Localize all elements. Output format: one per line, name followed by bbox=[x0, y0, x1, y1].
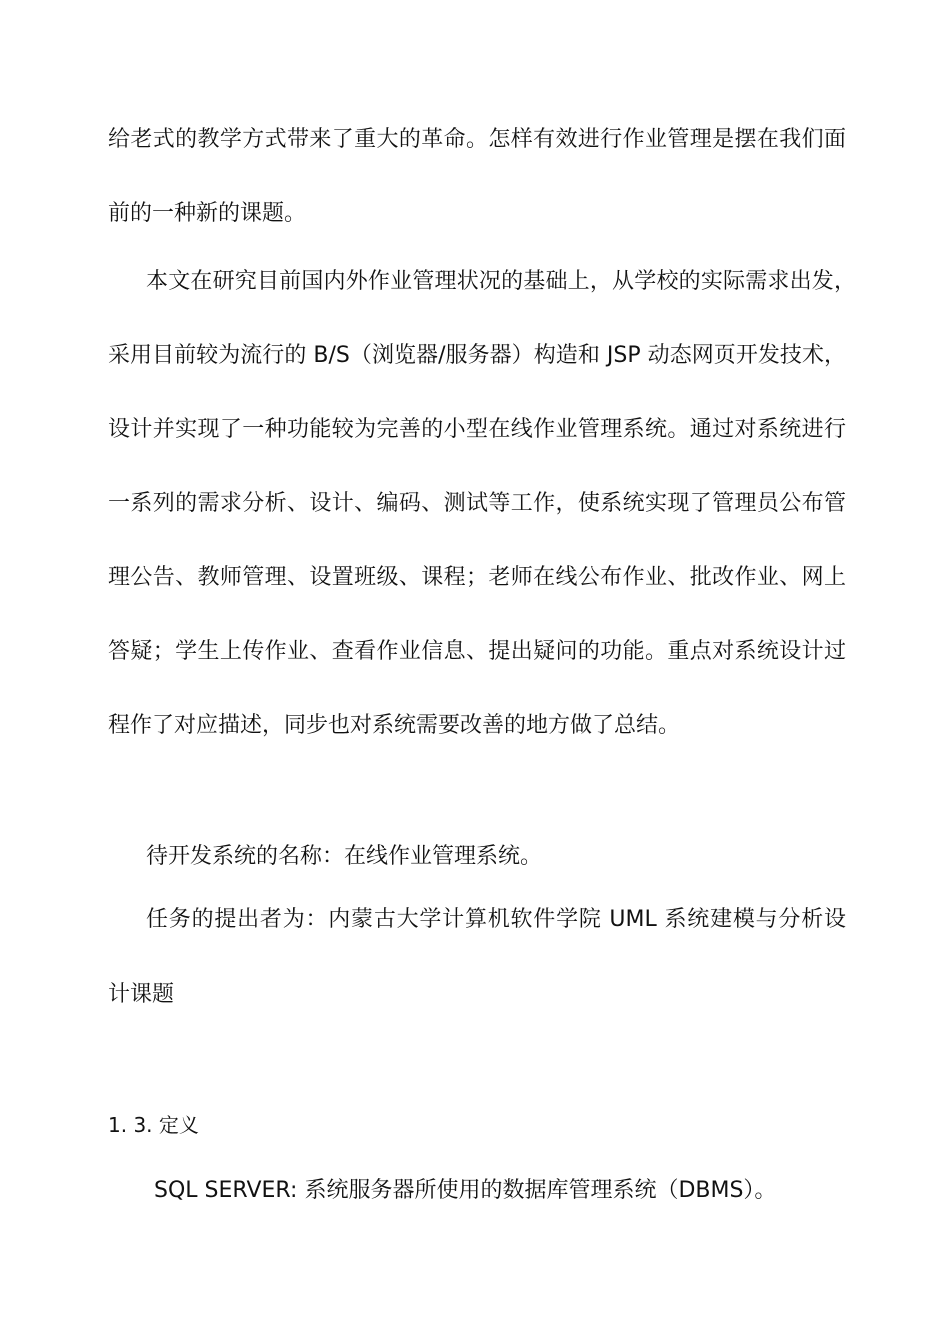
paragraph-line: 给老式的教学方式带来了重大的革命。怎样有效进行作业管理是摆在我们面 bbox=[108, 127, 846, 152]
paragraph-line: 设计并实现了一种功能较为完善的小型在线作业管理系统。通过对系统进行 bbox=[108, 417, 846, 442]
definition-line: SQL SERVER: 系统服务器所使用的数据库管理系统（DBMS）。 bbox=[154, 1178, 777, 1203]
paragraph-line: 采用目前较为流行的 B/S（浏览器/服务器）构造和 JSP 动态网页开发技术， bbox=[108, 343, 846, 368]
paragraph-line: 本文在研究目前国内外作业管理状况的基础上，从学校的实际需求出发， bbox=[146, 269, 856, 294]
paragraph-line: 理公告、教师管理、设置班级、课程；老师在线公布作业、批改作业、网上 bbox=[108, 565, 846, 590]
paragraph-line: 一系列的需求分析、设计、编码、测试等工作，使系统实现了管理员公布管 bbox=[108, 491, 846, 516]
section-heading: 1. 3. 定义 bbox=[108, 1113, 199, 1137]
paragraph-line: 程作了对应描述，同步也对系统需要改善的地方做了总结。 bbox=[108, 713, 681, 738]
system-name-line: 待开发系统的名称：在线作业管理系统。 bbox=[146, 844, 543, 869]
paragraph-line: 前的一种新的课题。 bbox=[108, 201, 307, 226]
paragraph-line: 答疑；学生上传作业、查看作业信息、提出疑问的功能。重点对系统设计过 bbox=[108, 639, 846, 664]
proposer-line: 任务的提出者为：内蒙古大学计算机软件学院 UML 系统建模与分析设 bbox=[146, 907, 846, 932]
proposer-line: 计课题 bbox=[108, 982, 175, 1007]
